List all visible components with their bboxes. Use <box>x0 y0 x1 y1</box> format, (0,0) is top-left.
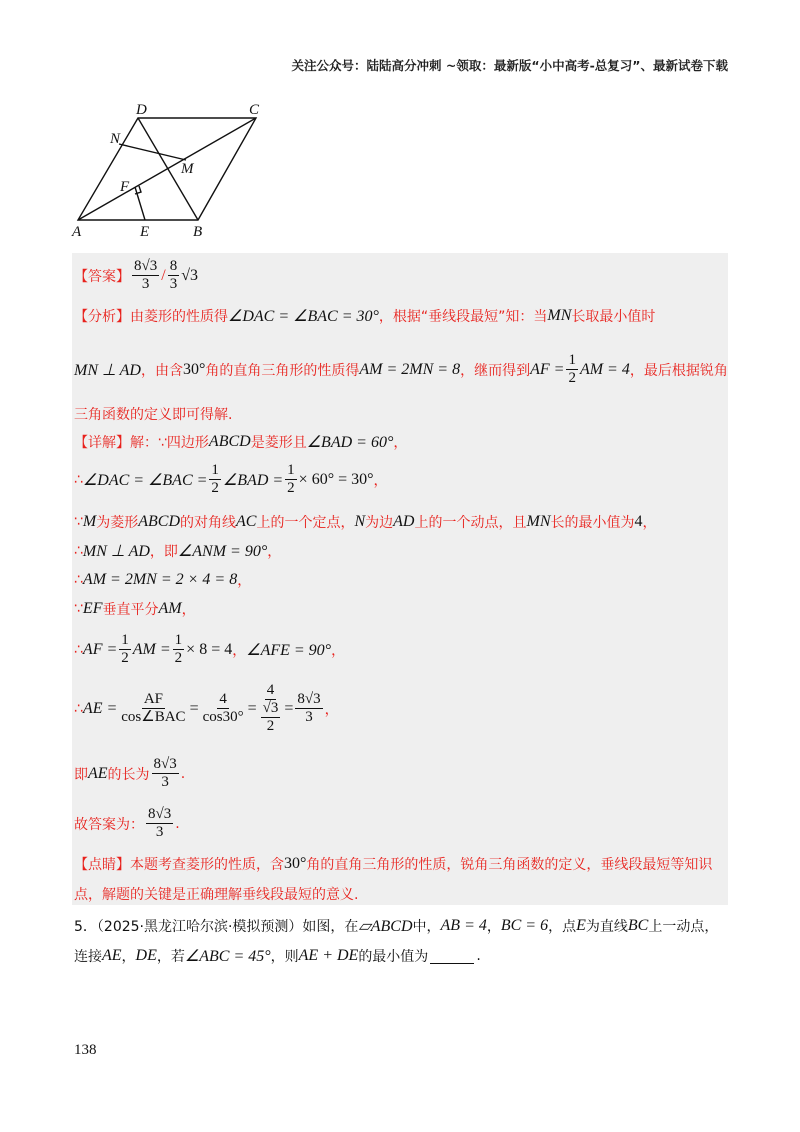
question-line-2: 连接 AE ， DE ，若 ∠ABC = 45° ，则 AE + DE 的最小值为 . <box>74 947 481 965</box>
comment-line-2: 点，解题的关键是正确理解垂线段最短的意义. <box>74 887 359 903</box>
page-number: 138 <box>74 1042 97 1058</box>
detail-line-3: ∵ M 为菱形 ABCD 的对角线 AC 上的一个定点， N 为边 AD 上的一个动点，且 MN 长的最小值为 4 ， <box>74 513 657 531</box>
diagonal-ac <box>78 118 256 220</box>
answer-tag: 【答案】 <box>74 268 130 285</box>
label-b: B <box>193 224 203 240</box>
comment-line-1: 【点睛】 本题考查菱形的性质，含 30° 角的直角三角形的性质，锐角三角函数的定义，垂线段最短等知识 <box>74 855 713 873</box>
detail-line-8: ∴ AE = $\frac{AF}{\text{cos∠BAC}}$ = $\frac{4}{\cos 30^\circ}$ = $\frac{4}{\frac{√3}{2}}$ = $\frac{8√3}{3}$ ， <box>74 682 339 734</box>
question-line-1: 5．（2025·黑龙江哈尔滨·模拟预测）如图，在 ▱ABCD 中， AB = 4 ， BC = 6 ，点 E 为直线 BC 上一动点， <box>74 917 719 935</box>
label-c: C <box>249 102 260 118</box>
analysis-line-3: 三角函数的定义即可得解. <box>74 407 233 423</box>
page-header: 关注公众号：陆陆高分冲刺 ~领取：最新版“小中高考-总复习”、最新试卷下载 <box>291 58 728 73</box>
answer-blank[interactable] <box>430 949 474 964</box>
answer-fraction-2: $\frac{8}{3}$ <box>169 258 178 292</box>
detail-line-5: ∴ AM = 2MN = 2 × 4 = 8 ， <box>74 571 252 589</box>
analysis-line-1: 【分析】 由菱形的性质得 ∠DAC = ∠BAC = 30° ，根据“垂线段最短”知：当 MN 长取最小值时 <box>74 307 656 325</box>
label-m: M <box>181 161 194 177</box>
label-n: N <box>110 131 121 147</box>
detail-line-10: 故答案为： $\frac{8√3}{3}$ . <box>74 806 180 840</box>
label-a: A <box>72 224 82 240</box>
answer-fraction-1: $\frac{8√3}{3}$ <box>134 258 158 292</box>
rhombus-figure <box>66 100 276 240</box>
detail-line-7: ∴ AF = $\frac{1}{2}$ AM = $\frac{1}{2}$ × 8 = 4 ， ∠AFE = 90° ， <box>74 632 346 666</box>
detail-line-6: ∵ EF 垂直平分 AM ， <box>74 600 196 618</box>
detail-line-2: ∴ ∠DAC = ∠BAC = $\frac{1}{2}$ ∠BAD = $\frac{1}{2}$ × 60° = 30° ， <box>74 462 388 496</box>
label-d: D <box>136 102 147 118</box>
answer-line: 【答案】 $\frac{8√3}{3}$ / $\frac{8}{3}$ √3 <box>74 258 198 292</box>
detail-line-4: ∴ MN ⊥ AD ，即 ∠ANM = 90° ， <box>74 543 282 560</box>
label-f: F <box>120 179 130 195</box>
detail-line-1: 【详解】 解：∵四边形 ABCD 是菱形且 ∠BAD = 60° ， <box>74 433 408 451</box>
analysis-line-2: MN ⊥ AD ，由含 30° 角的直角三角形的性质得 AM = 2MN = 8 ，继而得到 AF = $\frac{1}{2}$ AM = 4 ，最后根据锐角 <box>74 352 728 386</box>
segment-nm <box>119 144 186 160</box>
label-e: E <box>140 224 150 240</box>
detail-line-9: 即 AE 的长为 $\frac{8√3}{3}$ . <box>74 756 186 790</box>
